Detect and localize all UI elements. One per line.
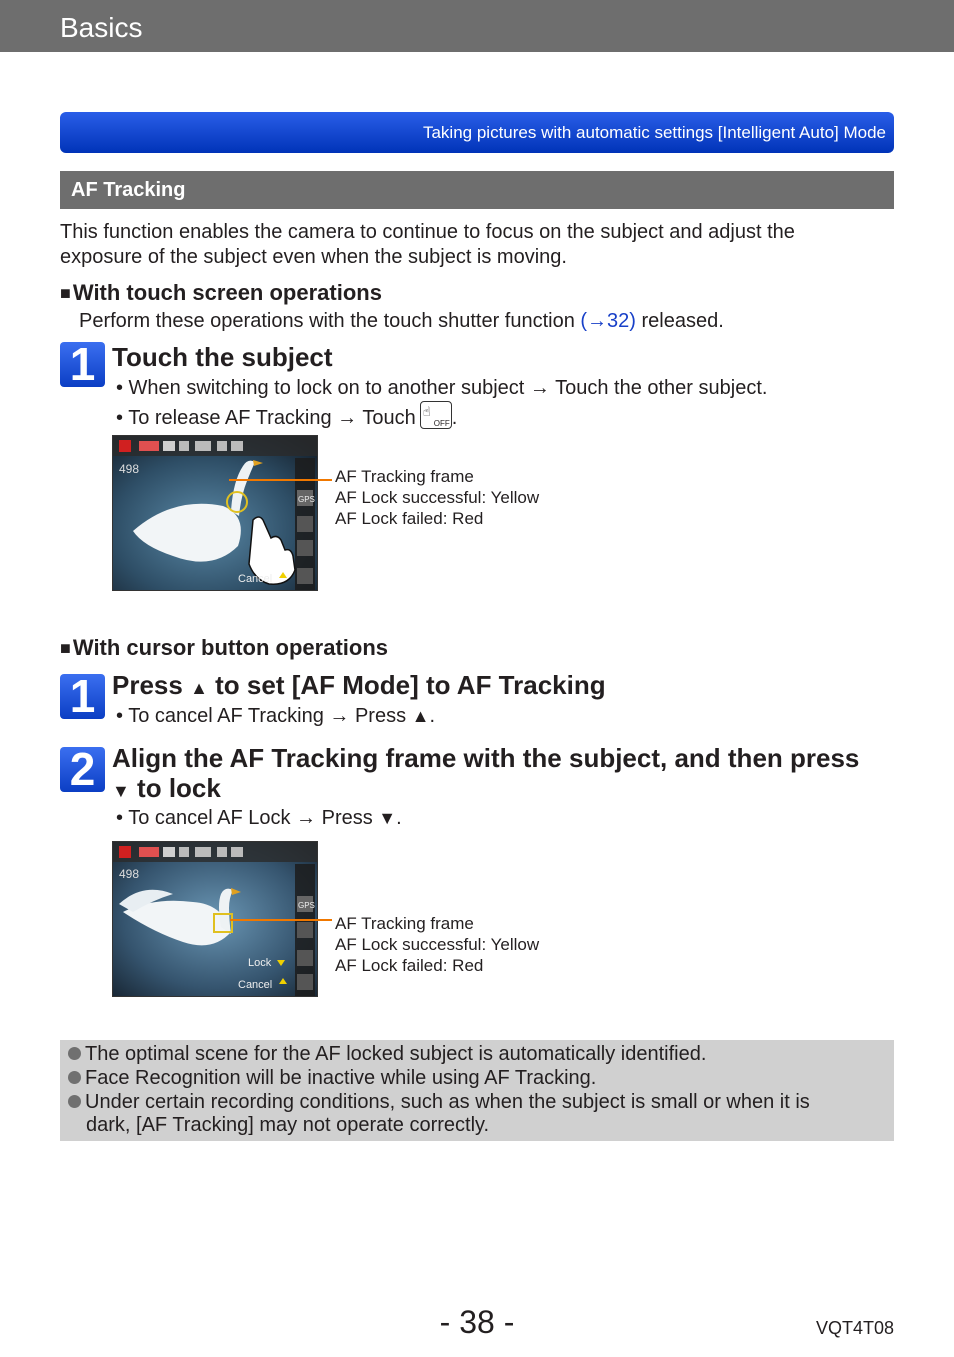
hand-icon: ☝ (422, 404, 431, 419)
bullet-dot-icon (68, 1071, 81, 1084)
cursor-ops-heading (60, 635, 388, 661)
camera-screen-illustration (113, 436, 317, 590)
note-item: The optimal scene for the AF locked subject is automatically identified. (68, 1043, 706, 1066)
step-number: 1 (69, 338, 96, 390)
step-badge-1 (60, 338, 105, 390)
step-badge-1 (60, 670, 105, 722)
step-title-line-1: Align the AF Tracking frame with the subject, and then press (112, 743, 860, 773)
header-title: Basics (60, 12, 143, 43)
callout-touch (335, 466, 539, 529)
step-number: 2 (69, 743, 96, 795)
notes-box (60, 1040, 894, 1141)
bullet-cancel-lock-text: • To cancel AF Lock → Press (116, 807, 379, 829)
note-item: Face Recognition will be inactive while using AF Tracking. (68, 1067, 596, 1090)
bullet-dot-icon (68, 1047, 81, 1060)
section-heading (60, 171, 894, 209)
step-title-align-frame (112, 743, 859, 806)
gps-icon-label: GPS (298, 901, 315, 910)
page-number: - 38 - (439, 1304, 515, 1340)
step-title-press: Press (112, 670, 191, 700)
step-title-to-lock: to lock (129, 773, 221, 803)
note-item: Under certain recording conditions, such as when the subject is small or when it is (68, 1091, 810, 1114)
shot-counter: 498 (119, 462, 140, 476)
down-arrow-icon: ▼ (378, 808, 397, 828)
touch-af-off-icon (420, 401, 452, 429)
cancel-label: Cancel (238, 979, 273, 991)
note-item-continued: dark, [AF Tracking] may not operate correctly. (86, 1114, 490, 1136)
step-title-rest: to set [AF Mode] to AF Tracking (207, 670, 606, 700)
bullet-cancel-tracking (116, 705, 435, 728)
camera-screen-touch (112, 435, 318, 591)
callout-line-touch (229, 479, 332, 481)
bullet-cancel-text: • To cancel AF Tracking → Press (116, 705, 412, 727)
step-badge-2 (60, 743, 105, 795)
down-arrow-icon: ▼ (112, 781, 130, 801)
cancel-label: Cancel (238, 573, 273, 585)
bullet-switch-subject: • When switching to lock on to another subject → Touch the other subject. (116, 377, 768, 399)
section-intro (60, 220, 795, 270)
callout-frame: AF Tracking frame (335, 467, 474, 486)
bullet-release-text: • To release AF Tracking → Touch (116, 407, 416, 429)
callout-success: AF Lock successful: Yellow (335, 935, 540, 954)
chapter-title: Taking pictures with automatic settings [Intelligent Auto] Mode (422, 123, 886, 142)
lock-label: Lock (248, 957, 272, 969)
gps-icon-label: GPS (298, 495, 315, 504)
chapter-bar (60, 112, 894, 153)
step-number: 1 (69, 670, 96, 722)
bullet-dot-icon (68, 1095, 81, 1108)
step-title-touch-subject: Touch the subject (112, 342, 333, 372)
top-header-bar (0, 0, 954, 52)
touch-ops-heading-text: With touch screen operations (72, 280, 382, 305)
shot-counter: 498 (119, 867, 140, 881)
bullet-release-tracking (116, 401, 457, 430)
bullet-cancel-lock (116, 807, 402, 830)
cursor-ops-heading-text: With cursor button operations (72, 635, 388, 660)
intro-line-1: This function enables the camera to continue to focus on the subject and adjust the (60, 221, 795, 243)
callout-success: AF Lock successful: Yellow (335, 488, 540, 507)
step-title-line-2 (112, 773, 859, 806)
icon-off-label: OFF (433, 419, 450, 428)
square-bullet-icon: ■ (60, 283, 71, 303)
square-bullet-icon: ■ (60, 638, 71, 658)
callout-line-cursor (230, 919, 332, 921)
callout-failed: AF Lock failed: Red (335, 956, 484, 975)
page-reference-link[interactable]: (→32) (580, 310, 636, 332)
touch-ops-desc-end: released. (635, 310, 724, 332)
bullet-cancel-end: . (429, 705, 436, 727)
model-code: VQT4T08 (815, 1318, 894, 1338)
step-title-set-af-mode (112, 670, 606, 703)
intro-line-2: exposure of the subject even when the subject is moving. (60, 246, 567, 268)
up-arrow-icon: ▲ (190, 678, 208, 698)
touch-ops-heading (60, 280, 382, 306)
bullet-release-end: . (451, 407, 458, 429)
callout-frame: AF Tracking frame (335, 914, 474, 933)
touch-ops-desc-text: Perform these operations with the touch shutter function (79, 310, 581, 332)
section-title: AF Tracking (71, 179, 186, 201)
bullet-cancel-lock-end: . (396, 807, 402, 829)
up-arrow-icon: ▲ (411, 706, 430, 726)
callout-cursor (335, 913, 539, 976)
callout-failed: AF Lock failed: Red (335, 509, 484, 528)
touch-ops-desc (79, 309, 724, 334)
